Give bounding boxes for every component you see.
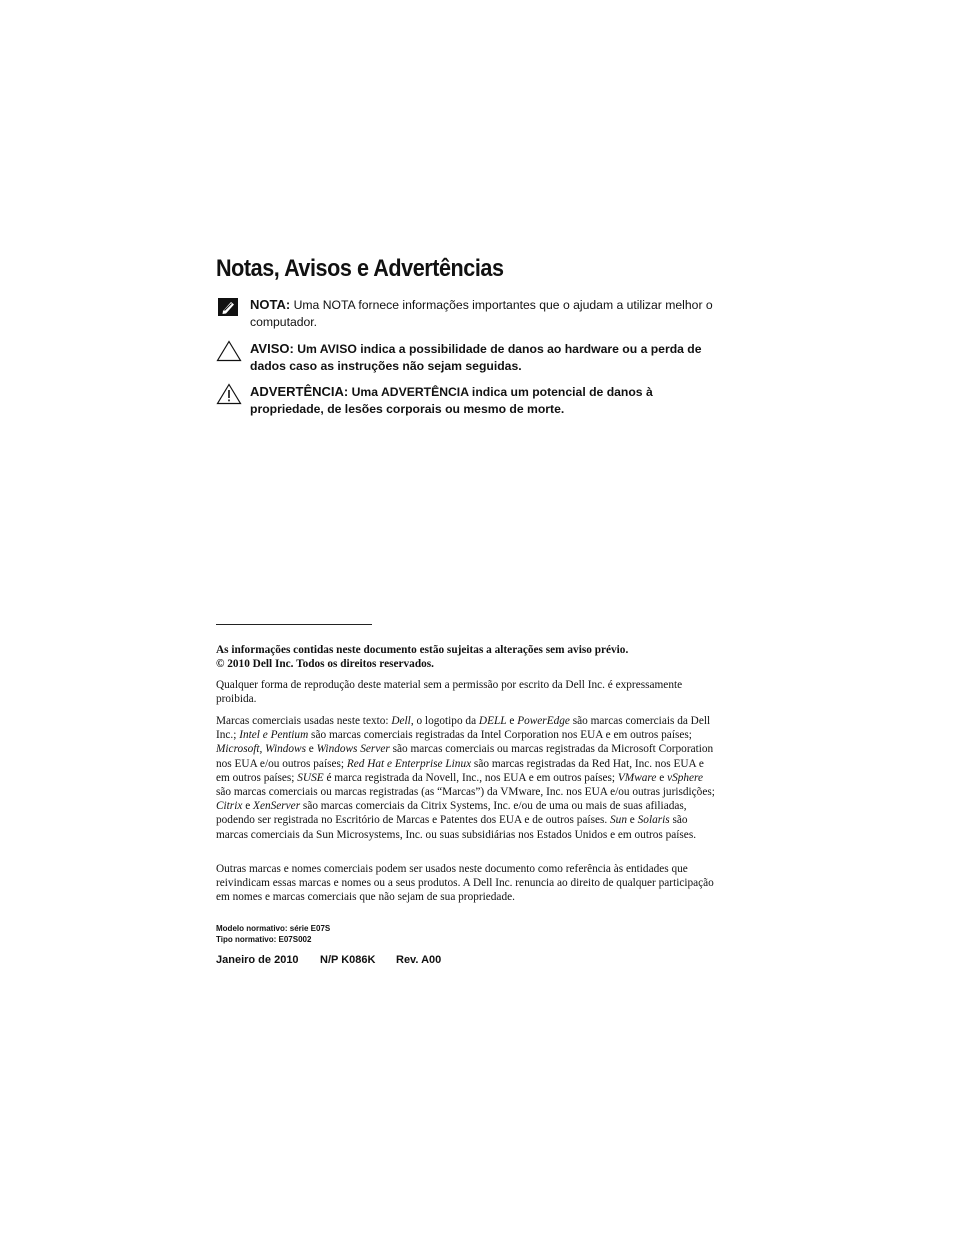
warning-triangle-icon	[216, 383, 242, 405]
trademark-name: Intel e Pentium	[239, 729, 309, 742]
trademark-name: Sun	[610, 814, 627, 827]
caution-label: AVISO:	[250, 341, 294, 356]
document-footer	[216, 954, 441, 966]
caution-triangle-icon	[216, 340, 242, 362]
trademark-text: Marcas comerciais usadas neste texto:	[216, 715, 392, 727]
trademark-text: são marcas comerciais registradas da Intel Corporation nos EUA e em outros países;	[308, 729, 692, 742]
trademark-name: vSphere	[667, 771, 704, 784]
regulatory-model: Modelo normativo: série E07S	[216, 924, 331, 933]
trademark-text: são marcas comerciais ou marcas registradas da Microsoft Corporation nos EUA e/ou outros países;	[216, 743, 714, 770]
page-title: Notas, Avisos e Advertências	[216, 255, 504, 282]
trademark-text: e	[305, 743, 317, 756]
note-text: Uma NOTA fornece informações importantes que o ajudam a utilizar melhor o computador.	[250, 298, 713, 329]
trademark-text: são marcas comerciais da Dell Inc.;	[216, 715, 711, 742]
trademark-text: , o logotipo da	[410, 715, 479, 727]
trademark-text: são marcas registradas da Red Hat, Inc. nos EUA e em outros países;	[216, 757, 704, 784]
footer-date: Janeiro de 2010	[216, 954, 299, 966]
trademark-name: XenServer	[253, 800, 301, 813]
trademark-name: Microsoft, Windows	[216, 743, 306, 756]
reproduction-notice: Qualquer forma de reprodução deste material sem a permissão por escrito da Dell Inc. é expressamente proibida.	[216, 679, 683, 706]
trademark-text: são marcas comerciais da Citrix Systems, Inc. e/ou de uma ou mais de suas afiliadas, podendo ser registrada no Escritório de Marcas e Patentes dos EUA e de outros países.	[216, 800, 687, 827]
trademarks-notice	[216, 714, 716, 842]
footer-part-number: N/P K086K	[320, 954, 376, 966]
trademark-name: Citrix	[216, 800, 243, 813]
trademark-text: é marca registrada da Novell, Inc., nos EUA e em outros países;	[323, 771, 618, 784]
disclaimer-line: As informações contidas neste documento estão sujeitas a alterações sem aviso prévio.	[216, 644, 629, 656]
trademark-name: DELL	[478, 715, 507, 727]
other-marks-notice: Outras marcas e nomes comerciais podem ser usados neste documento como referência às entidades que reivindicam essas marcas e nomes ou a seus produtos. A Dell Inc. renuncia ao direito de qualquer participação em nomes e marcas comerciais que não sejam de sua propriedade.	[216, 863, 714, 904]
trademark-name: Solaris	[637, 814, 670, 827]
caution-text: Um AVISO indica a possibilidade de danos ao hardware ou a perda de dados caso as instruções não sejam seguidas.	[250, 342, 702, 373]
trademark-name: Windows Server	[316, 743, 390, 756]
trademark-name: Dell	[391, 715, 411, 727]
trademark-text: e	[506, 715, 518, 727]
trademark-name: SUSE	[297, 771, 324, 784]
divider	[216, 624, 372, 625]
warning-text: Uma ADVERTÊNCIA indica um potencial de danos à propriedade, de lesões corporais ou mesmo de morte.	[250, 385, 653, 416]
trademark-text: e	[242, 800, 254, 813]
disclaimer	[216, 643, 716, 671]
trademark-name: Red Hat e Enterprise Linux	[346, 757, 472, 770]
trademark-text: e	[656, 771, 668, 784]
trademark-name: VMware	[617, 771, 657, 784]
trademark-name: PowerEdge	[517, 715, 570, 727]
footer-revision: Rev. A00	[396, 954, 442, 966]
trademark-text: são marcas comerciais ou marcas registradas (as “Marcas”) da VMware, Inc. nos EUA e/ou outras jurisdições;	[216, 786, 715, 799]
trademark-text: são marcas comerciais da Sun Microsystems, Inc. ou suas subsidiárias nos Estados Unidos e em outros países.	[216, 814, 697, 841]
warning-label: ADVERTÊNCIA:	[250, 384, 349, 399]
regulatory-type: Tipo normativo: E07S002	[216, 935, 312, 944]
pencil-note-icon	[216, 296, 242, 318]
note-label: NOTA:	[250, 297, 291, 312]
copyright-line: © 2010 Dell Inc. Todos os direitos reservados.	[216, 658, 434, 671]
trademark-text: e	[626, 814, 638, 827]
